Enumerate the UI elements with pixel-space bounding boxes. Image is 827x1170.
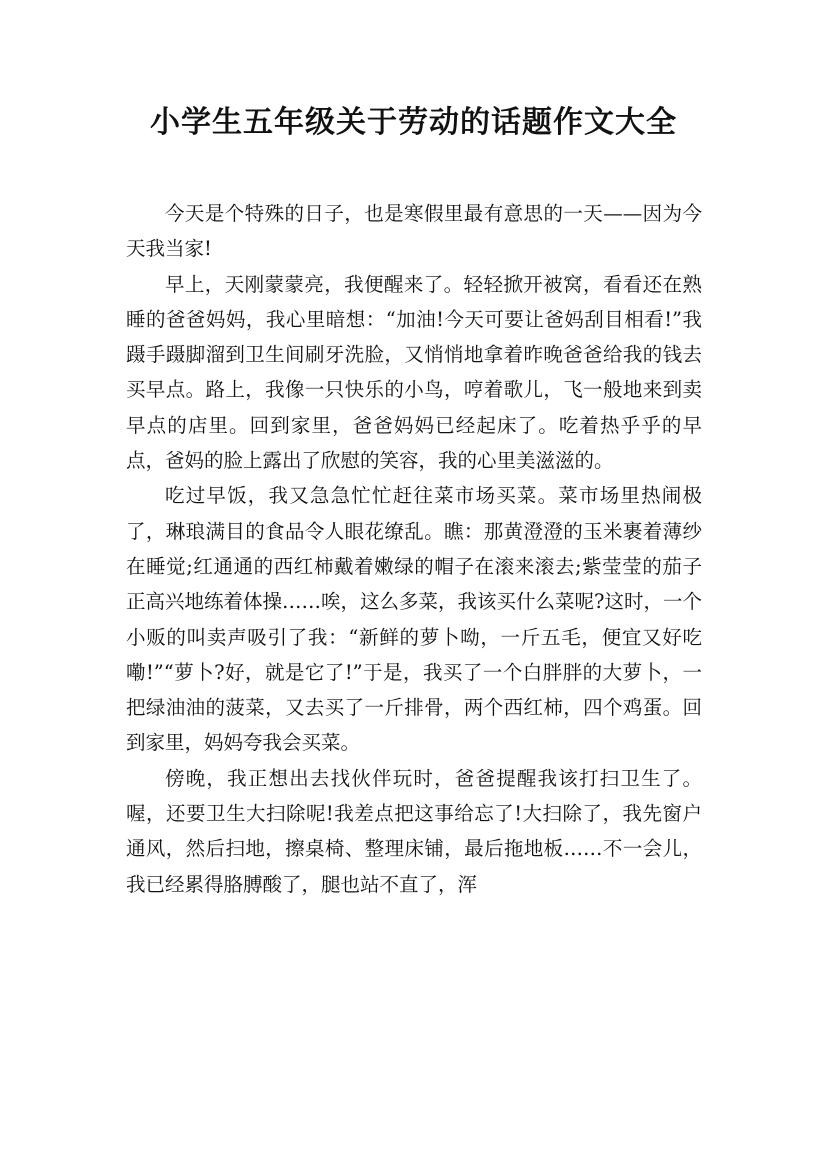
document-title: 小学生五年级关于劳动的话题作文大全 (150, 105, 677, 140)
paragraph: 傍晚，我正想出去找伙伴玩时，爸爸提醒我该打扫卫生了。喔，还要卫生大扫除呢!我差点把这事给忘了!大扫除了，我先窗户通风，然后扫地，擦桌椅、整理床铺，最后拖地板……不一会儿，我已经累得胳膊酸了，腿也站不直了，浑 (126, 766, 702, 896)
paragraph: 今天是个特殊的日子，也是寒假里最有意思的一天——因为今天我当家! (126, 202, 702, 261)
document-body (126, 196, 702, 902)
paragraph: 早上，天刚蒙蒙亮，我便醒来了。轻轻掀开被窝，看看还在熟睡的爸爸妈妈，我心里暗想：“加油!今天可要让爸妈刮目相看!”我蹑手蹑脚溜到卫生间刷牙洗脸，又悄悄地拿着昨晚爸爸给我的钱去买早点。路上，我像一只快乐的小鸟，哼着歌儿，飞一般地来到卖早点的店里。回到家里，爸爸妈妈已经起床了。吃着热乎乎的早点，爸妈的脸上露出了欣慰的笑容，我的心里美滋滋的。 (126, 272, 702, 473)
paragraph: 吃过早饭，我又急急忙忙赶往菜市场买菜。菜市场里热闹极了，琳琅满目的食品令人眼花缭乱。瞧：那黄澄澄的玉米裹着薄纱在睡觉;红通通的西红柿戴着嫩绿的帽子在滚来滚去;紫莹莹的茄子正高兴地练着体操……唉，这么多菜，我该买什么菜呢?这时，一个小贩的叫卖声吸引了我：“新鲜的萝卜呦，一斤五毛，便宜又好吃嘞!”“萝卜?好，就是它了!”于是，我买了一个白胖胖的大萝卜，一把绿油油的菠菜，又去买了一斤排骨，两个西红柿，四个鸡蛋。回到家里，妈妈夸我会买菜。 (126, 484, 702, 755)
